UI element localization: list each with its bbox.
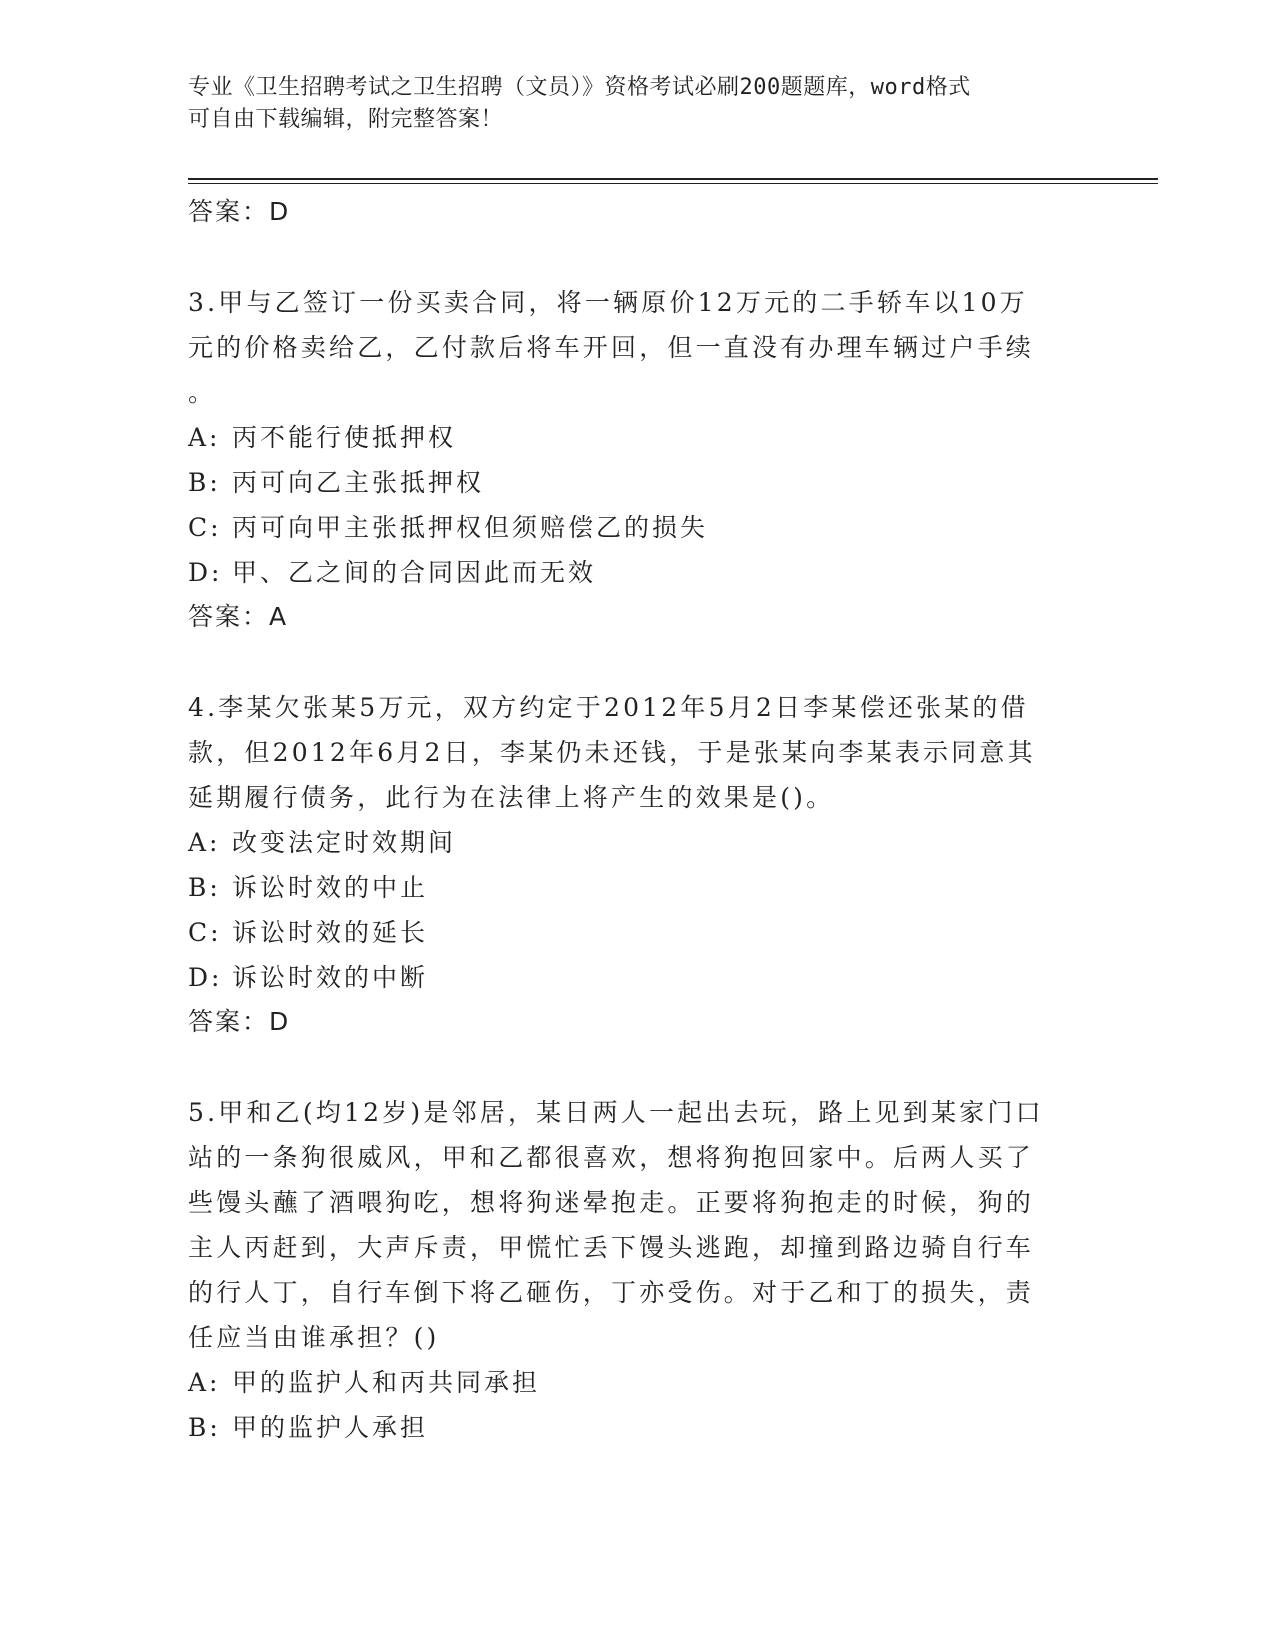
question-text-line: 任应当由谁承担？(): [188, 1323, 440, 1352]
option-d: [188, 550, 1088, 595]
option-text: 甲的监护人和丙共同承担: [232, 1368, 541, 1397]
question-text-line: 的行人丁，自行车倒下将乙砸伤，丁亦受伤。对于乙和丁的损失，责: [188, 1278, 1035, 1307]
header-rule-thin: [188, 183, 1158, 184]
option-letter: C:: [188, 918, 222, 947]
answer-label: 答案：D: [188, 197, 291, 226]
answer-label: 答案：A: [188, 602, 289, 631]
header-title-line-1: 专业《卫生招聘考试之卫生招聘（文员）》资格考试必刷200题题库，word格式: [188, 75, 971, 100]
question-block: [188, 1090, 1088, 1450]
option-d: [188, 955, 1088, 1000]
option-b: [188, 1405, 1088, 1450]
option-letter: A:: [188, 1368, 221, 1397]
question-block: [188, 280, 1088, 639]
question-text-line: 。: [188, 378, 217, 407]
option-a: [188, 820, 1088, 865]
option-letter: B:: [188, 1413, 221, 1442]
option-letter: A:: [188, 828, 221, 857]
option-letter: B:: [188, 873, 221, 902]
question-text-line: 3.甲与乙签订一份买卖合同，将一辆原价12万元的二手轿车以10万: [188, 288, 1028, 317]
option-a: [188, 1360, 1088, 1405]
option-text: 诉讼时效的中止: [232, 873, 429, 902]
document-body: [188, 190, 1088, 1450]
question-text-line: 延期履行债务，此行为在法律上将产生的效果是()。: [188, 783, 835, 812]
option-text: 甲的监护人承担: [232, 1413, 429, 1442]
option-letter: B:: [188, 468, 221, 497]
option-letter: D:: [188, 558, 223, 587]
option-c: [188, 910, 1088, 955]
option-b: [188, 460, 1088, 505]
option-letter: D:: [188, 963, 223, 992]
question-text-line: 些馒头蘸了酒喂狗吃，想将狗迷晕抱走。正要将狗抱走的时候，狗的: [188, 1188, 1035, 1217]
option-a: [188, 415, 1088, 460]
question-text-line: 站的一条狗很威风，甲和乙都很喜欢，想将狗抱回家中。后两人买了: [188, 1143, 1035, 1172]
page-header: [188, 72, 1088, 136]
option-c: [188, 505, 1088, 550]
question-text-line: 4.李某欠张某5万元，双方约定于2012年5月2日李某偿还张某的借: [188, 693, 1029, 722]
question-text-line: 主人丙赶到，大声斥责，甲慌忙丢下馒头逃跑，却撞到路边骑自行车: [188, 1233, 1035, 1262]
option-text: 丙不能行使抵押权: [232, 423, 457, 452]
header-title-line-2: 可自由下载编辑，附完整答案！: [188, 107, 504, 132]
question-block: [188, 685, 1088, 1044]
option-b: [188, 865, 1088, 910]
option-text: 改变法定时效期间: [232, 828, 457, 857]
option-text: 诉讼时效的延长: [232, 918, 429, 947]
question-text-line: 款，但2012年6月2日，李某仍未还钱，于是张某向李某表示同意其: [188, 738, 1036, 767]
option-text: 丙可向甲主张抵押权但须赔偿乙的损失: [232, 513, 709, 542]
spacer: [188, 639, 1088, 685]
option-text: 丙可向乙主张抵押权: [232, 468, 485, 497]
answer-label: 答案：D: [188, 1007, 291, 1036]
option-text: 诉讼时效的中断: [232, 963, 429, 992]
question-text-line: 元的价格卖给乙，乙付款后将车开回，但一直没有办理车辆过户手续: [188, 333, 1035, 362]
option-text: 甲、乙之间的合同因此而无效: [232, 558, 597, 587]
question-text-line: 5.甲和乙(均12岁)是邻居，某日两人一起出去玩，路上见到某家门口: [188, 1098, 1044, 1127]
option-letter: A:: [188, 423, 221, 452]
spacer: [188, 1044, 1088, 1090]
option-letter: C:: [188, 513, 222, 542]
header-rule-thick: [188, 178, 1158, 180]
spacer: [188, 234, 1088, 280]
